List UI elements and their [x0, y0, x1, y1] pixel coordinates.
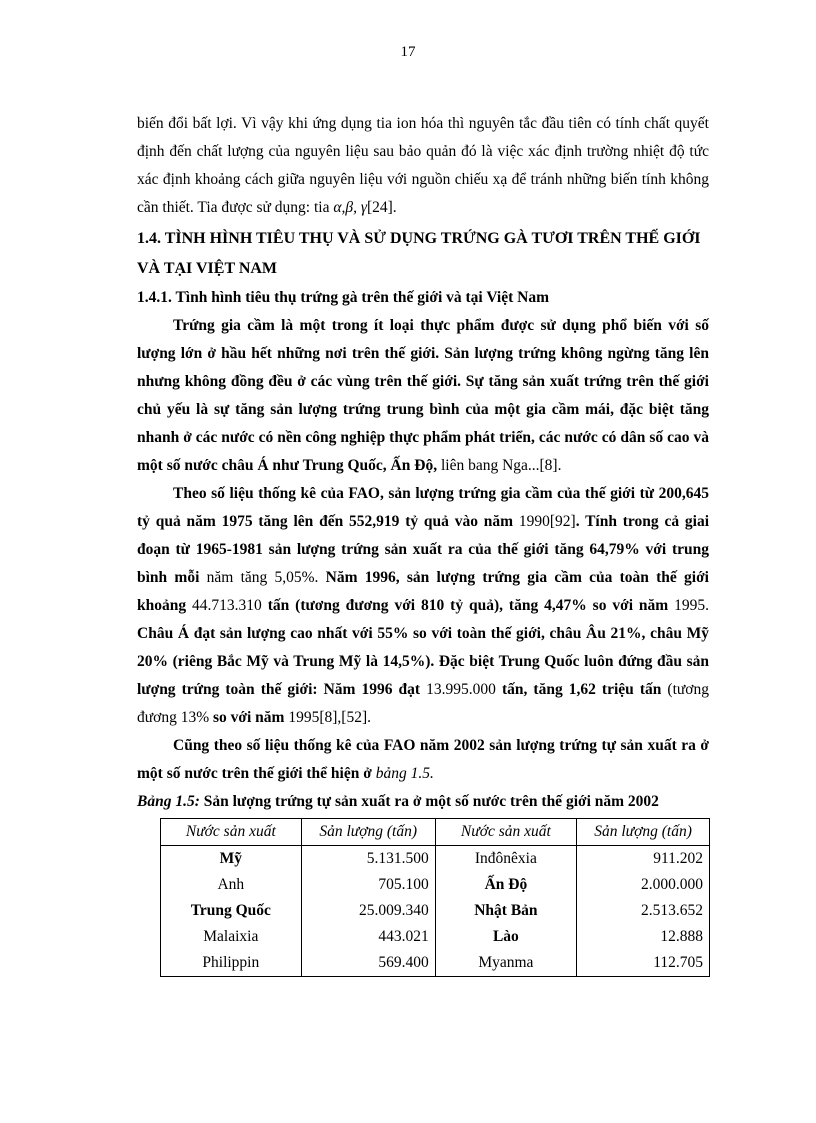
amount-cell: 705.100 [301, 872, 435, 898]
country-cell: Lào [435, 924, 576, 950]
header-amount: Sản lượng (tấn) [577, 819, 710, 846]
paragraph-1-bold: Trứng gia cầm là một trong ít loại thực phẩm được sử dụng phổ biến với số lượng lớn ở hầu hết những nơi trên thế giới. Sản lượng trứng không ngừng tăng lên nhưng không đồng đều ở các vùng trên thế giới. Sự tăng sản xuất trứng trên thế giới chủ yếu là sự tăng sản lượng trứng trung bình của một gia cầm mái, đặc biệt tăng nhanh ở các nước có nền công nghiệp thực phẩm phát triển, các nước có dân số cao và một số nước châu Á như Trung Quốc, Ấn Độ, [137, 317, 709, 474]
continued-paragraph [137, 110, 709, 222]
table-row [161, 872, 710, 898]
header-country: Nước sản xuất [161, 819, 302, 846]
p2-segment: 1990[92] [513, 513, 576, 530]
amount-cell: 2.000.000 [577, 872, 710, 898]
amount-cell: 25.009.340 [301, 898, 435, 924]
paragraph-1-normal: liên bang Nga...[8]. [437, 457, 562, 474]
continued-citation: [24]. [366, 199, 397, 216]
country-cell: Inđônêxia [435, 846, 576, 873]
country-cell: Trung Quốc [161, 898, 302, 924]
country-cell: Mỹ [161, 846, 302, 873]
p2-segment: Châu Á đạt sản lượng cao nhất với 55% so với toàn thế giới, châu Âu 21%, châu Mỹ 20% (riêng Bắc Mỹ và Trung Mỹ là 14,5%). Đặc biệt Trung Quốc luôn đứng đầu sản lượng trứng toàn thế giới: Năm 1996 đạt [137, 625, 709, 698]
amount-cell: 911.202 [577, 846, 710, 873]
radiation-symbols: α,β, γ [333, 199, 367, 216]
paragraph-1 [137, 312, 709, 480]
table-row [161, 924, 710, 950]
table-row [161, 846, 710, 873]
country-cell: Anh [161, 872, 302, 898]
subsection-heading: 1.4.1. Tình hình tiêu thụ trứng gà trên thế giới và tại Việt Nam [137, 289, 550, 306]
paragraph-2 [137, 480, 709, 732]
country-cell: Myanma [435, 950, 576, 977]
amount-cell: 5.131.500 [301, 846, 435, 873]
p2-segment: tấn (tương đương với 810 tỷ quả), tăng 4,47% so với năm [267, 597, 669, 614]
p2-segment: Năm 1996, sản lượng trứng gia cầm của toàn thế giới khoảng [137, 569, 709, 614]
country-cell: Philippin [161, 950, 302, 977]
p2-segment: 1995[8],[52]. [284, 709, 371, 726]
table-row [161, 898, 710, 924]
amount-cell: 12.888 [577, 924, 710, 950]
p2-segment: 1995. [668, 597, 710, 614]
page-content [137, 110, 709, 977]
p2-segment: Theo số liệu thống kê của FAO, sản lượng trứng gia cầm của thế giới từ 200,645 tỷ quả năm 1975 tăng lên đến 552,919 tỷ quả vào năm [137, 485, 709, 530]
country-cell: Malaixia [161, 924, 302, 950]
table-reference: bảng 1.5. [375, 765, 434, 782]
p2-segment: so với năm [213, 709, 285, 726]
country-cell: Nhật Bản [435, 898, 576, 924]
header-country: Nước sản xuất [435, 819, 576, 846]
p2-segment: . Tính trong cả giai đoạn từ 1965-1981 sản lượng trứng sản xuất ra của thế giới tăng 64,79% với trung bình mỗi [137, 513, 710, 586]
p2-segment: năm tăng 5,05%. [199, 569, 326, 586]
country-cell: Ấn Độ [435, 872, 576, 898]
table-header-row [161, 819, 710, 846]
table-caption-text: Sản lượng trứng tự sản xuất ra ở một số nước trên thế giới năm 2002 [199, 793, 659, 810]
paragraph-3 [137, 732, 709, 788]
table-caption-label: Bảng 1.5: [137, 793, 200, 810]
p2-segment: tấn, tăng 1,62 triệu tấn [501, 681, 662, 698]
amount-cell: 569.400 [301, 950, 435, 977]
p2-segment: (tương đương 13% [137, 681, 709, 726]
amount-cell: 112.705 [577, 950, 710, 977]
section-heading: 1.4. TÌNH HÌNH TIÊU THỤ VÀ SỬ DỤNG TRỨNG GÀ TƯƠI TRÊN THẾ GIỚI VÀ TẠI VIỆT NAM [137, 230, 701, 277]
amount-cell: 2.513.652 [577, 898, 710, 924]
header-amount: Sản lượng (tấn) [301, 819, 435, 846]
amount-cell: 443.021 [301, 924, 435, 950]
paragraph-3-bold: Cũng theo số liệu thống kê của FAO năm 2002 sản lượng trứng tự sản xuất ra ở một số nước trên thế giới thể hiện ở [137, 737, 709, 782]
p2-segment: 13.995.000 [420, 681, 502, 698]
table-caption [137, 788, 709, 816]
egg-production-table [160, 818, 710, 977]
table-row [161, 950, 710, 977]
p2-segment: 44.713.310 [186, 597, 268, 614]
page-number: 17 [400, 44, 416, 60]
continued-text: biến đổi bất lợi. Vì vậy khi ứng dụng tia ion hóa thì nguyên tắc đầu tiên có tính chất quyết định đến chất lượng của nguyên liệu sau bảo quản đó là việc xác định trường nhiệt độ tức xác định khoảng cách giữa nguyên liệu với nguồn chiếu xạ để tránh những biến tính không cần thiết. Tia được sử dụng: tia [137, 115, 709, 216]
